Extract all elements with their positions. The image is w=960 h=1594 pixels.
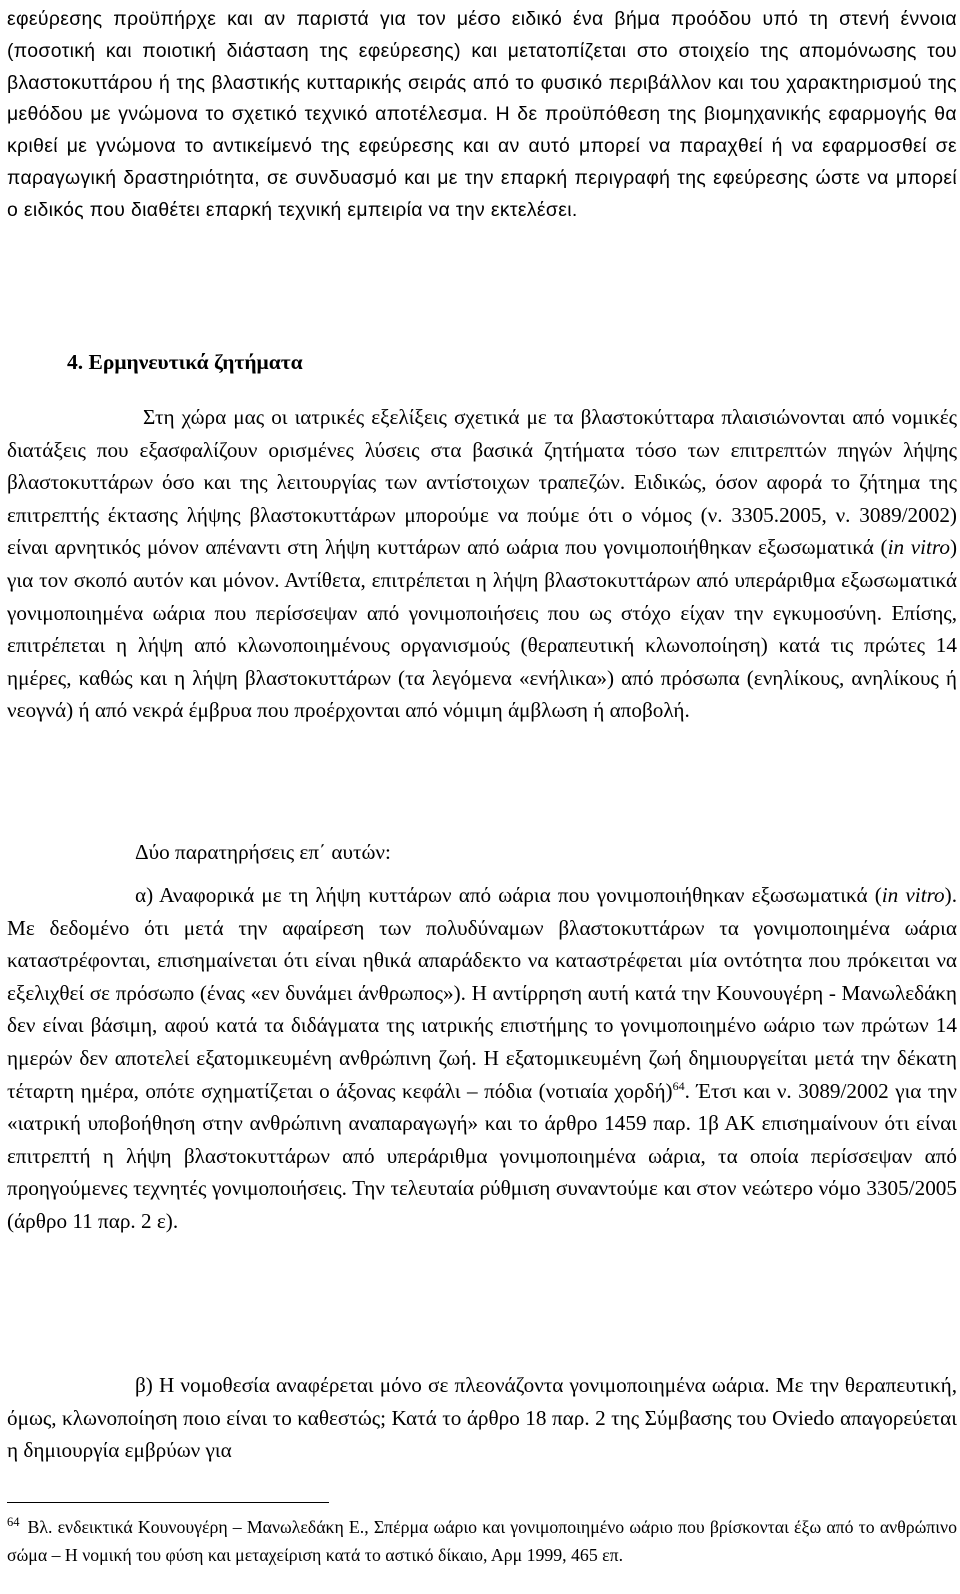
in-vitro-italic: in vitro: [887, 535, 950, 560]
footnote: [7, 1509, 957, 1569]
section-paragraph-text-2: ) για τον σκοπό αυτόν και μόνον. Αντίθετα, επιτρέπεται η λήψη βλαστοκυττάρων από υπεράριθμα εξωσωματικά γονιμοποιημένα ωάρια που περίσσεψαν από γονιμοποιήσεις που ως στόχο είχαν την εγκυμοσύνη. Επίσης, επιτρέπεται η λήψη από κλωνοποιημένους οργανισμούς (θεραπευτική κλωνοποίηση) κατά τις πρώτες 14 ημέρες, καθώς και η λήψη βλαστοκυττάρων (τα λεγόμενα «ενήλικα») από πρόσωπα (ενηλίκους, ανηλίκους ή νεογνά) ή από νεκρά έμβρυα που προέρχονται από νόμιμη άμβλωση ή αποβολή.: [7, 535, 958, 723]
remark-a-text-3: . Έτσι και ν. 3089/2002 για την «ιατρική υποβοήθηση στην ανθρώπινη αναπαραγωγή» και το άρθρο 1459 παρ. 1β ΑΚ επισημαίνουν ότι είναι επιτρεπτή η λήψη βλαστοκυττάρων από υπεράριθμα γονιμοποιημένα ωάρια, τα οποία περίσσεψαν από προηγούμενες τεχνητές γονιμοποιήσεις. Την τελευταία ρύθμιση συναντούμε και στον νεώτερο νόμο 3305/2005 (άρθρο 11 παρ. 2 ε).: [7, 1078, 957, 1233]
remarks-intro: Δύο παρατηρήσεις επ΄ αυτών:: [135, 840, 391, 864]
section-paragraph: [7, 401, 957, 727]
section-heading: 4. Ερμηνευτικά ζητήματα: [67, 350, 303, 374]
remark-a-text-1: α) Αναφορικά με τη λήψη κυττάρων από ωάρια που γονιμοποιήθηκαν εξωσωματικά (: [135, 883, 882, 907]
section-paragraph-text-1: Στη χώρα μας οι ιατρικές εξελίξεις σχετικά με τα βλαστοκύτταρα πλαισιώνονται από νομικές διατάξεις που εξασφαλίζουν ορισμένες λύσεις στα βασικά ζητήματα τόσο των επιτρεπτών πηγών λήψης βλαστοκυττάρων όσο και της λειτουργίας των αντίστοιχων τραπεζών. Ειδικώς, όσον αφορά το ζήτημα της επιτρεπτής έκτασης λήψης βλαστοκυττάρων μπορούμε να πούμε ότι ο νόμος (ν. 3305.2005, ν. 3089/2002) είναι αρνητικός μόνον απέναντι στη λήψη κυττάρων από ωάρια που γονιμοποιήθηκαν εξωσωματικά (: [7, 405, 957, 560]
footnote-reference[interactable]: 64: [672, 1078, 685, 1093]
footnote-separator: [7, 1502, 329, 1503]
remark-a-italic: in vitro: [881, 883, 945, 907]
footnote-number: 64: [7, 1515, 20, 1529]
remark-a-text-2: ). Με δεδομένο ότι μετά την αφαίρεση των πολυδύναμων βλαστοκυττάρων τα γονιμοποιημένα ωάρια καταστρέφονται, επισημαίνεται ότι είναι ηθικά απαράδεκτο να καταστρέφεται μία οντότητα που πρόκειται να εξελιχθεί σε πρόσωπο (ένας «εν δυνάμει άνθρωπος»). Η αντίρρηση αυτή κατά την Κουνουγέρη - Μανωλεδάκη δεν είναι βάσιμη, αφού κατά τα διδάγματα της ιατρικής επιστήμης το γονιμοποιημένο ωάριο των πρώτων 14 ημερών δεν αποτελεί εξατομικευμένη ανθρώπινη ζωή. Η εξατομικευμένη ζωή δημιουργείται μετά την δέκατη τέταρτη ημέρα, οπότε σχηματίζεται ο άξονας κεφάλι – πόδια (νοτιαία χορδή): [7, 883, 957, 1103]
remark-b: β) Η νομοθεσία αναφέρεται μόνο σε πλεονάζοντα γονιμοποιημένα ωάρια. Με την θεραπευτική, όμως, κλωνοποίηση ποιο είναι το καθεστώς; Κατά το άρθρο 18 παρ. 2 της Σύμβασης του Oviedo απαγορεύεται η δημιουργία εμβρύων για: [7, 1373, 957, 1463]
paragraph-continuation: εφεύρεσης προϋπήρχε και αν παριστά για τον μέσο ειδικό ένα βήμα προόδου υπό τη στενή έννοια (ποσοτική και ποιοτική διάσταση της εφεύρεσης) και μετατοπίζεται στο στοιχείο της απομόνωσης του βλαστοκυττάρου ή της βλαστικής κυτταρικής σειράς από το φυσικό περιβάλλον και του χαρακτηρισμού της μεθόδου με γνώμονα το σχετικό τεχνικό αποτέλεσμα. Η δε προϋπόθεση της βιομηχανικής εφαρμογής θα κριθεί με γνώμονα το αντικείμενό της εφεύρεσης και αν αυτό μπορεί να παραχθεί ή να εφαρμοσθεί σε παραγωγική δραστηριότητα, σε συνδυασμό και με την επαρκή περιγραφή της εφεύρεσης ώστε να μπορεί ο ειδικός που διαθέτει επαρκή τεχνική εμπειρία να την εκτελέσει.: [7, 8, 957, 221]
remark-a: [7, 879, 957, 1238]
footnote-text: Βλ. ενδεικτικά Κουνουγέρη – Μανωλεδάκη Ε., Σπέρμα ωάριο και γονιμοποιημένο ωάριο που βρίσκονται έξω από το ανθρώπινο σώμα – Η νομική του φύση και μεταχείριση κατά το αστικό δίκαιο, Αρμ 1999, 465 επ.: [7, 1517, 957, 1565]
